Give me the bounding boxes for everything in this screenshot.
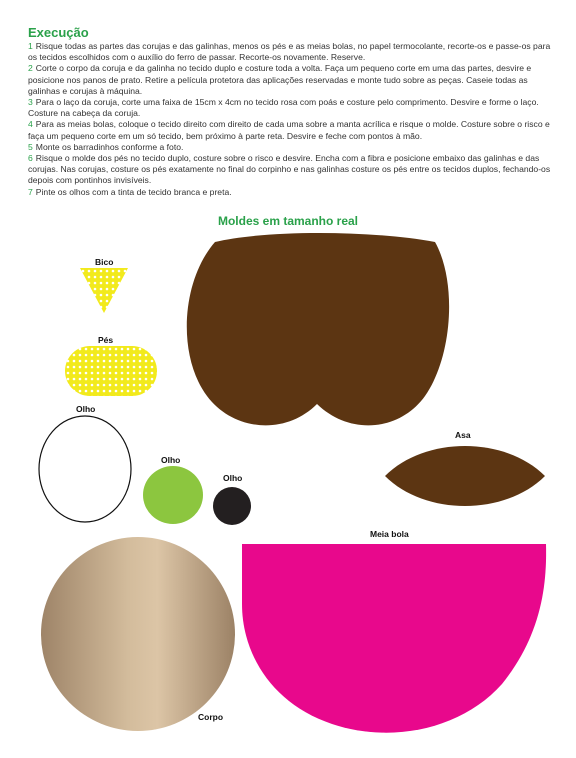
instructions [28,26,552,198]
label-bico: Bico [95,257,114,267]
beak-pattern [80,268,128,314]
section-title: Execução [28,25,89,40]
label-meia-bola: Meia bola [370,529,409,539]
step-text: Para as meias bolas, coloque o tecido direito com direito de cada uma sobre a manta acrílica e risque o molde. Costure sobre o risco e faça um pequeno corte em um só tecido, bem próximo à parte reta. Desvire e feche com pontos à mão. [28,119,550,141]
step-text: Para o laço da coruja, corte uma faixa de 15cm x 4cm no tecido rosa com poás e costure pelo comprimento. Desvire e forme o laço. Costure na cabeça da coruja. [28,97,539,119]
black-eye-pattern [212,486,252,526]
step-text: Risque todas as partes das corujas e das galinhas, menos os pés e as meias bolas, no papel termocolante, recorte-os e passe-os para os tecidos escolhidos com o auxílio do ferro de passar. Recorte-os novamente. Reserve. [28,41,551,63]
white-eye-pattern [38,415,132,523]
step-text: Pinte os olhos com a tinta de tecido branca e preta. [35,186,232,197]
step-item [28,63,552,97]
step-item [28,187,552,198]
label-olho-branco: Olho [76,404,96,414]
step-item [28,97,552,119]
label-pes: Pés [98,335,114,345]
step-number: 5 [28,141,33,152]
step-item [28,119,552,141]
step-item [28,41,552,63]
steps-list [28,41,552,198]
wing-pattern [385,442,545,510]
step-number: 1 [28,41,33,51]
head-pattern [185,236,448,432]
step-item [28,142,552,153]
label-olho-verde: Olho [161,455,181,465]
step-item [28,153,552,187]
step-number: 7 [28,186,33,197]
step-text: Risque o molde dos pés no tecido duplo, costure sobre o risco e desvire. Encha com a fibra e posicione embaixo das galinhas e das corujas. Nas corujas, costure os pés exatamente no final do corpinho e nas galinhas costure os pés entre os tecidos duplos, fechando-os depois com pontinhos invisíveis. [28,153,551,186]
half-ball-pattern [242,544,546,740]
step-number: 3 [28,97,33,108]
feet-pattern [65,346,157,396]
body-pattern [40,536,236,732]
step-number: 4 [28,119,33,130]
step-text: Corte o corpo da coruja e da galinha no tecido duplo e costure toda a volta. Faça um pequeno corte em uma das partes, desvire e posicione nos panos de prato. Retire a película protetora das aplicações reservadas e monte tudo sobre as peças. Caseie todas as galinhas e corujas à máquina. [28,63,532,96]
step-number: 6 [28,153,33,164]
green-eye-pattern [142,465,204,525]
label-corpo: Corpo [198,712,224,722]
label-olho-preto: Olho [223,473,243,483]
step-number: 2 [28,63,33,74]
step-text: Monte os barradinhos conforme a foto. [35,141,184,152]
label-asa: Asa [455,430,471,440]
molds-title: Moldes em tamanho real [217,214,359,228]
